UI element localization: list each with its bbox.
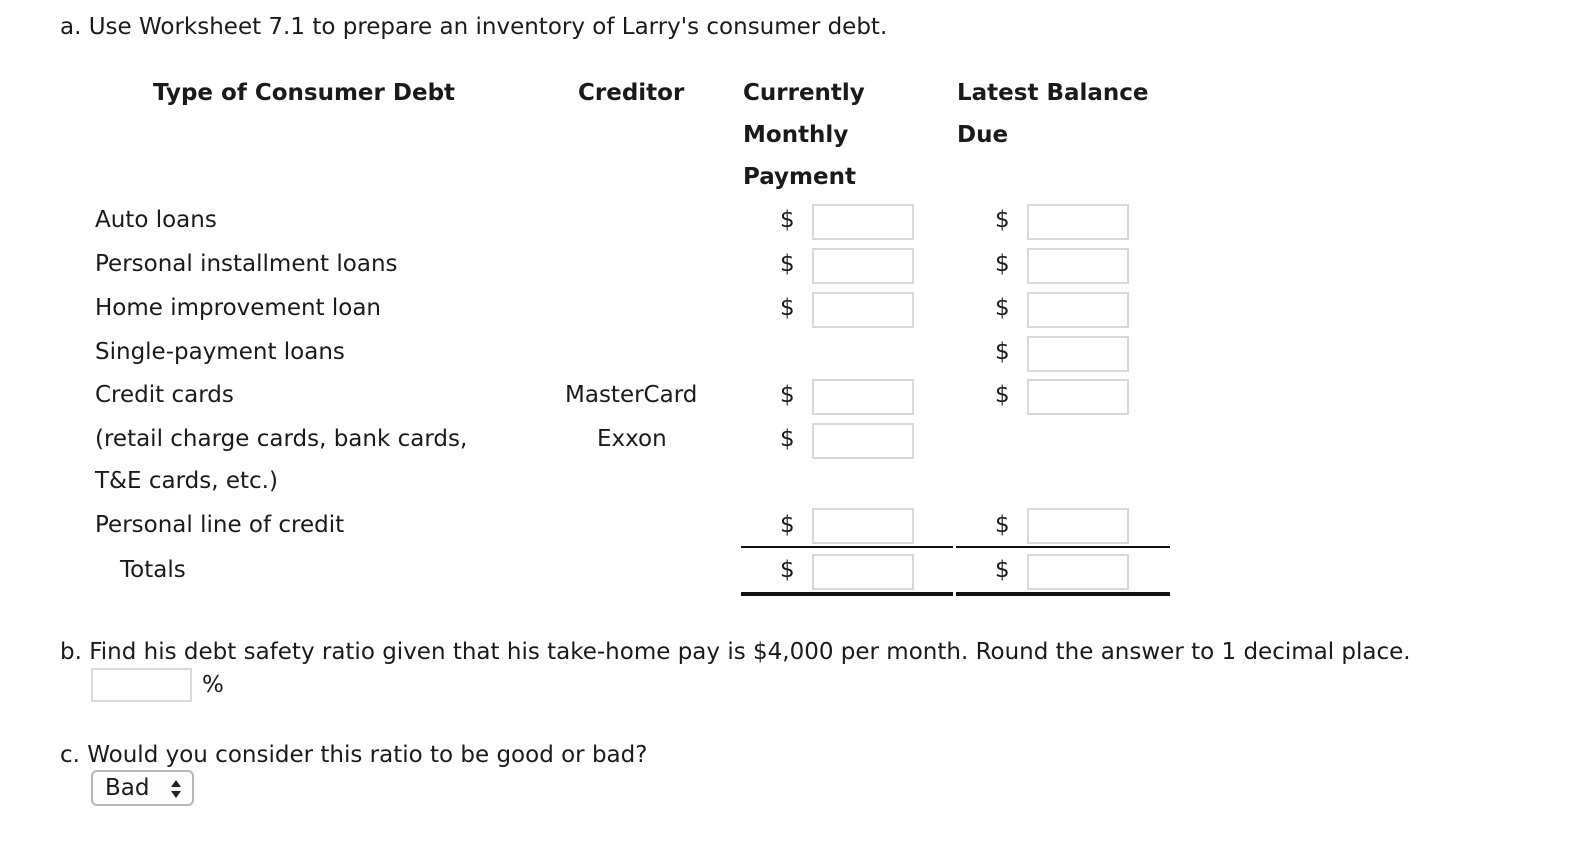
- exxon-payment-input[interactable]: [812, 423, 914, 459]
- line-of-credit-payment-input[interactable]: [812, 508, 914, 544]
- percent-sign: %: [202, 672, 224, 698]
- installment-loans-balance-input[interactable]: [1027, 248, 1129, 284]
- header-creditor: Creditor: [578, 80, 685, 106]
- row-label-credit-cards-note-1: (retail charge cards, bank cards,: [95, 426, 468, 452]
- row-label-single-payment: Single-payment loans: [95, 339, 345, 365]
- row-label-personal-installment: Personal installment loans: [95, 251, 398, 277]
- debt-safety-ratio-input[interactable]: [91, 668, 192, 702]
- total-balance-input[interactable]: [1027, 554, 1129, 590]
- auto-loans-balance-input[interactable]: [1027, 204, 1129, 240]
- row-label-totals: Totals: [120, 557, 186, 583]
- header-type-of-debt: Type of Consumer Debt: [153, 80, 456, 106]
- single-payment-balance-input[interactable]: [1027, 336, 1129, 372]
- row-label-home-improvement: Home improvement loan: [95, 295, 382, 321]
- dollar-sign: $: [780, 557, 795, 583]
- dollar-sign: $: [780, 426, 795, 452]
- auto-loans-payment-input[interactable]: [812, 204, 914, 240]
- dollar-sign: $: [780, 382, 795, 408]
- dollar-sign: $: [995, 512, 1010, 538]
- header-payment-line1: Currently: [743, 80, 865, 106]
- creditor-mastercard: MasterCard: [565, 382, 698, 408]
- total-rule: [741, 592, 953, 596]
- dollar-sign: $: [995, 251, 1010, 277]
- line-of-credit-balance-input[interactable]: [1027, 508, 1129, 544]
- row-label-credit-cards: Credit cards: [95, 382, 234, 408]
- dollar-sign: $: [780, 207, 795, 233]
- part-c-prompt: c. Would you consider this ratio to be good or bad?: [60, 742, 648, 768]
- subtotal-rule: [956, 546, 1170, 548]
- good-bad-select-value: Bad: [105, 775, 150, 801]
- header-payment-line3: Payment: [743, 164, 856, 190]
- dollar-sign: $: [995, 339, 1010, 365]
- dollar-sign: $: [995, 207, 1010, 233]
- row-label-credit-cards-note-2: T&E cards, etc.): [95, 468, 278, 494]
- home-improvement-payment-input[interactable]: [812, 292, 914, 328]
- header-balance-line2: Due: [957, 122, 1009, 148]
- mastercard-balance-input[interactable]: [1027, 379, 1129, 415]
- dollar-sign: $: [995, 295, 1010, 321]
- installment-loans-payment-input[interactable]: [812, 248, 914, 284]
- part-b-prompt: b. Find his debt safety ratio given that his take-home pay is $4,000 per month. Round the answer to 1 decimal place.: [60, 639, 1411, 665]
- part-a-prompt: a. Use Worksheet 7.1 to prepare an inventory of Larry's consumer debt.: [60, 14, 888, 40]
- home-improvement-balance-input[interactable]: [1027, 292, 1129, 328]
- good-bad-select[interactable]: [91, 770, 194, 806]
- row-label-auto-loans: Auto loans: [95, 207, 217, 233]
- dollar-sign: $: [780, 512, 795, 538]
- mastercard-payment-input[interactable]: [812, 379, 914, 415]
- total-rule: [956, 592, 1170, 596]
- dollar-sign: $: [995, 557, 1010, 583]
- row-label-line-of-credit: Personal line of credit: [95, 512, 345, 538]
- total-payment-input[interactable]: [812, 554, 914, 590]
- dollar-sign: $: [780, 251, 795, 277]
- dollar-sign: $: [780, 295, 795, 321]
- dollar-sign: $: [995, 382, 1010, 408]
- subtotal-rule: [741, 546, 953, 548]
- creditor-exxon: Exxon: [597, 426, 667, 452]
- header-payment-line2: Monthly: [743, 122, 849, 148]
- header-balance-line1: Latest Balance: [957, 80, 1149, 106]
- select-arrows-icon: [170, 777, 182, 801]
